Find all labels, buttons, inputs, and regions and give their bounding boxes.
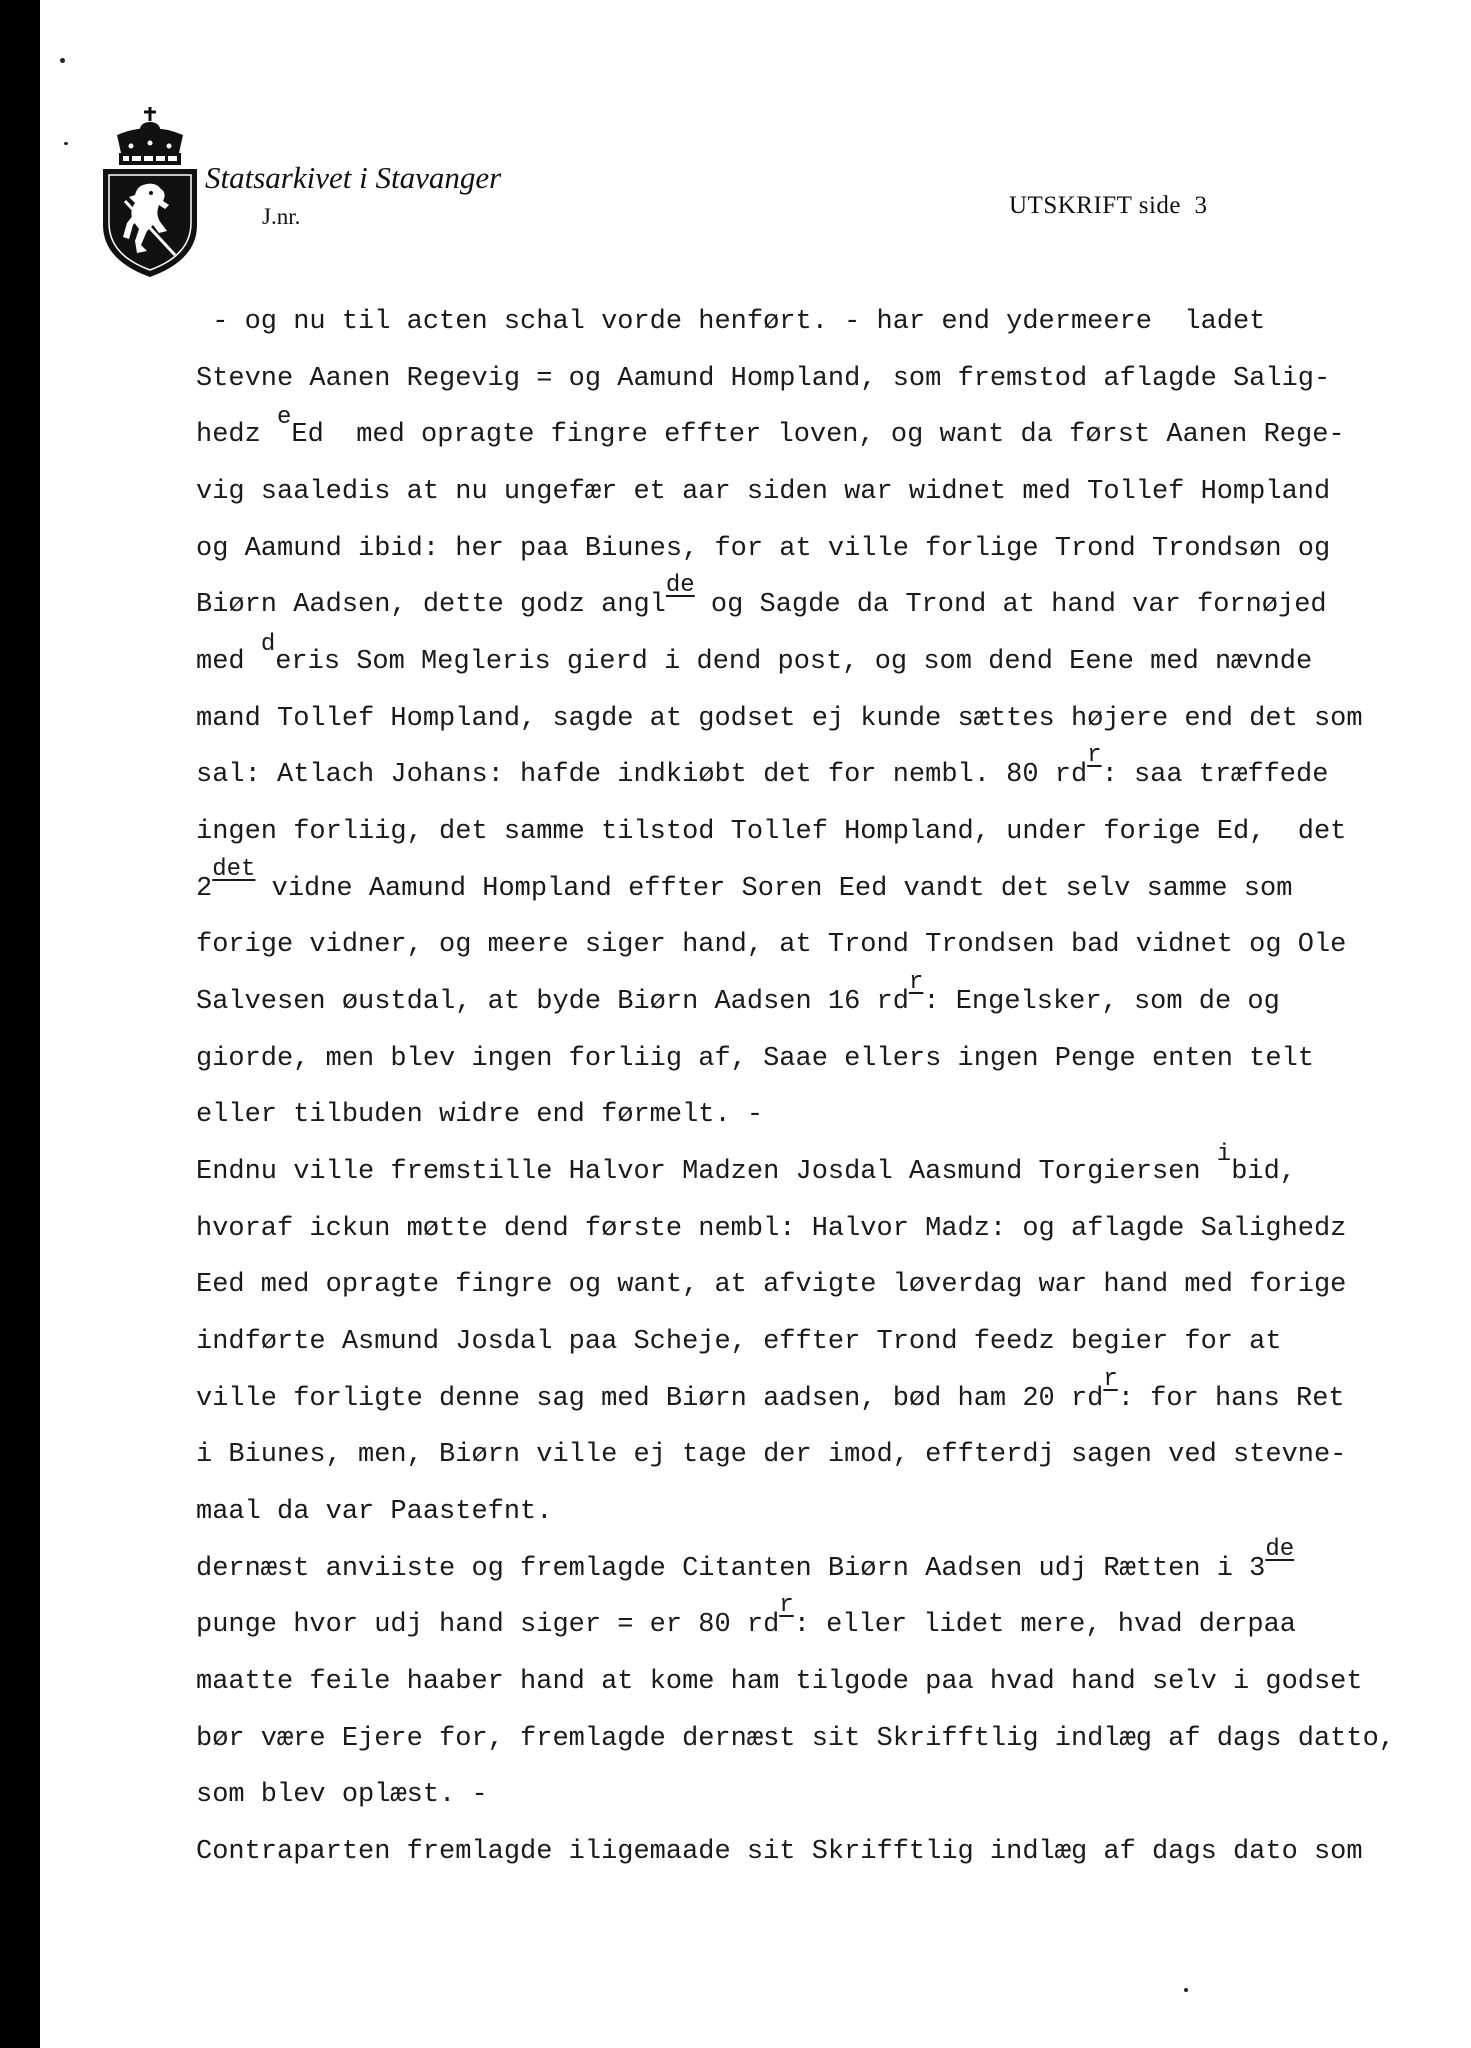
transcript-page-label: UTSKRIFT side 3 <box>1009 192 1208 219</box>
text-line-28: Contraparten fremlagde iligemaade sit Skrifftlig indlæg af dags dato som <box>196 1837 1363 1867</box>
text-line-13 <box>196 969 1280 1022</box>
text-segment: dernæst anviiste og fremlagde Citanten Biørn Aadsen udj Rætten i 3 <box>196 1554 1266 1584</box>
text-segment: Salvesen øustdal, at byde Biørn Aadsen 16 rd <box>196 987 909 1017</box>
text-line-12: forige vidner, og meere siger hand, at Trond Trondsen bad vidnet og Ole <box>196 930 1347 960</box>
superscript: de <box>665 572 695 599</box>
text-line-15: eller tilbuden widre end førmelt. - <box>196 1100 764 1130</box>
text-line-7 <box>196 631 1313 682</box>
text-line-3 <box>196 404 1345 455</box>
scan-speck <box>64 142 68 145</box>
text-segment: vidne Aamund Hompland effter Soren Eed vandt det selv samme som <box>255 874 1293 904</box>
text-line-6 <box>196 572 1327 625</box>
text-segment: punge hvor udj hand siger = er 80 rd <box>196 1610 780 1640</box>
text-line-21: i Biunes, men, Biørn ville ej tage der imod, effterdj sagen ved stevne- <box>196 1440 1347 1470</box>
text-line-26: bør være Ejere for, fremlagde dernæst sit Skrifftlig indlæg af dags datto, <box>196 1724 1395 1754</box>
norwegian-coat-of-arms-icon <box>95 105 205 280</box>
text-line-17: hvoraf ickun møtte dend første nembl: Halvor Madz: og aflagde Salighedz <box>196 1214 1347 1244</box>
document-page <box>40 0 1471 2048</box>
superscript: i <box>1216 1141 1232 1168</box>
journal-number-label: J.nr. <box>262 204 301 229</box>
text-line-16 <box>196 1141 1296 1192</box>
text-segment: bid, <box>1231 1157 1296 1187</box>
text-line-5: og Aamund ibid: her paa Biunes, for at ville forlige Trond Trondsøn og <box>196 534 1331 564</box>
superscript: det <box>212 856 256 883</box>
text-segment: sal: Atlach Johans: hafde indkiøbt det for nembl. 80 rd <box>196 760 1088 790</box>
text-line-27: som blev oplæst. - <box>196 1780 488 1810</box>
text-line-18: Eed med opragte fingre og want, at afvigte løverdag war hand med forige <box>196 1270 1347 1300</box>
scan-speck <box>60 58 65 63</box>
text-line-2: Stevne Aanen Regevig = og Aamund Hompland, som fremstod aflagde Salig- <box>196 364 1331 394</box>
text-line-4: vig saaledis at nu ungefær et aar siden war widnet med Tollef Hompland <box>196 477 1331 507</box>
text-segment: Ed med opragte fingre effter loven, og want da først Aanen Rege- <box>291 420 1345 450</box>
archive-name: Statsarkivet i Stavanger <box>205 160 502 195</box>
text-line-10: ingen forliig, det samme tilstod Tollef Hompland, under forige Ed, det <box>196 817 1347 847</box>
text-segment: : eller lidet mere, hvad derpaa <box>793 1610 1296 1640</box>
text-segment: : for hans Ret <box>1117 1384 1345 1414</box>
superscript: de <box>1265 1536 1295 1563</box>
text-line-25: maatte feile haaber hand at kome ham tilgode paa hvad hand selv i godset <box>196 1667 1363 1697</box>
text-line-20 <box>196 1366 1345 1419</box>
text-segment: ville forligte denne sag med Biørn aadsen, bød ham 20 rd <box>196 1384 1104 1414</box>
superscript: d <box>260 631 276 658</box>
text-segment: og Sagde da Trond at hand var fornøjed <box>694 590 1327 620</box>
superscript: r <box>908 969 924 996</box>
text-segment: med <box>196 647 261 677</box>
text-line-14: giorde, men blev ingen forliig af, Saae ellers ingen Penge enten telt <box>196 1044 1314 1074</box>
text-segment: : Engelsker, som de og <box>923 987 1280 1017</box>
superscript: r <box>779 1592 794 1619</box>
superscript: r <box>1087 742 1102 769</box>
text-segment: Biørn Aadsen, dette godz angl <box>196 590 666 620</box>
text-line-22: maal da var Paastefnt. <box>196 1497 553 1527</box>
text-segment: 2 <box>196 874 213 904</box>
text-line-11 <box>196 856 1293 909</box>
scan-speck <box>1184 1988 1188 1992</box>
superscript: e <box>277 404 292 431</box>
text-segment: eris Som Megleris gierd i dend post, og som dend Eene med nævnde <box>275 647 1313 677</box>
text-segment: : saa træffede <box>1101 760 1329 790</box>
text-line-1: - og nu til acten schal vorde henført. - har end ydermeere ladet <box>196 307 1266 337</box>
superscript: r <box>1103 1366 1118 1393</box>
text-line-23 <box>196 1536 1295 1589</box>
text-line-9 <box>196 742 1329 795</box>
text-segment: Endnu ville fremstille Halvor Madzen Josdal Aasmund Torgiersen <box>196 1157 1217 1187</box>
text-line-19: indførte Asmund Josdal paa Scheje, effter Trond feedz begier for at <box>196 1327 1282 1357</box>
text-line-24 <box>196 1592 1296 1645</box>
text-line-8: mand Tollef Hompland, sagde at godset ej kunde sættes højere end det som <box>196 704 1363 734</box>
text-segment: hedz <box>196 420 278 450</box>
